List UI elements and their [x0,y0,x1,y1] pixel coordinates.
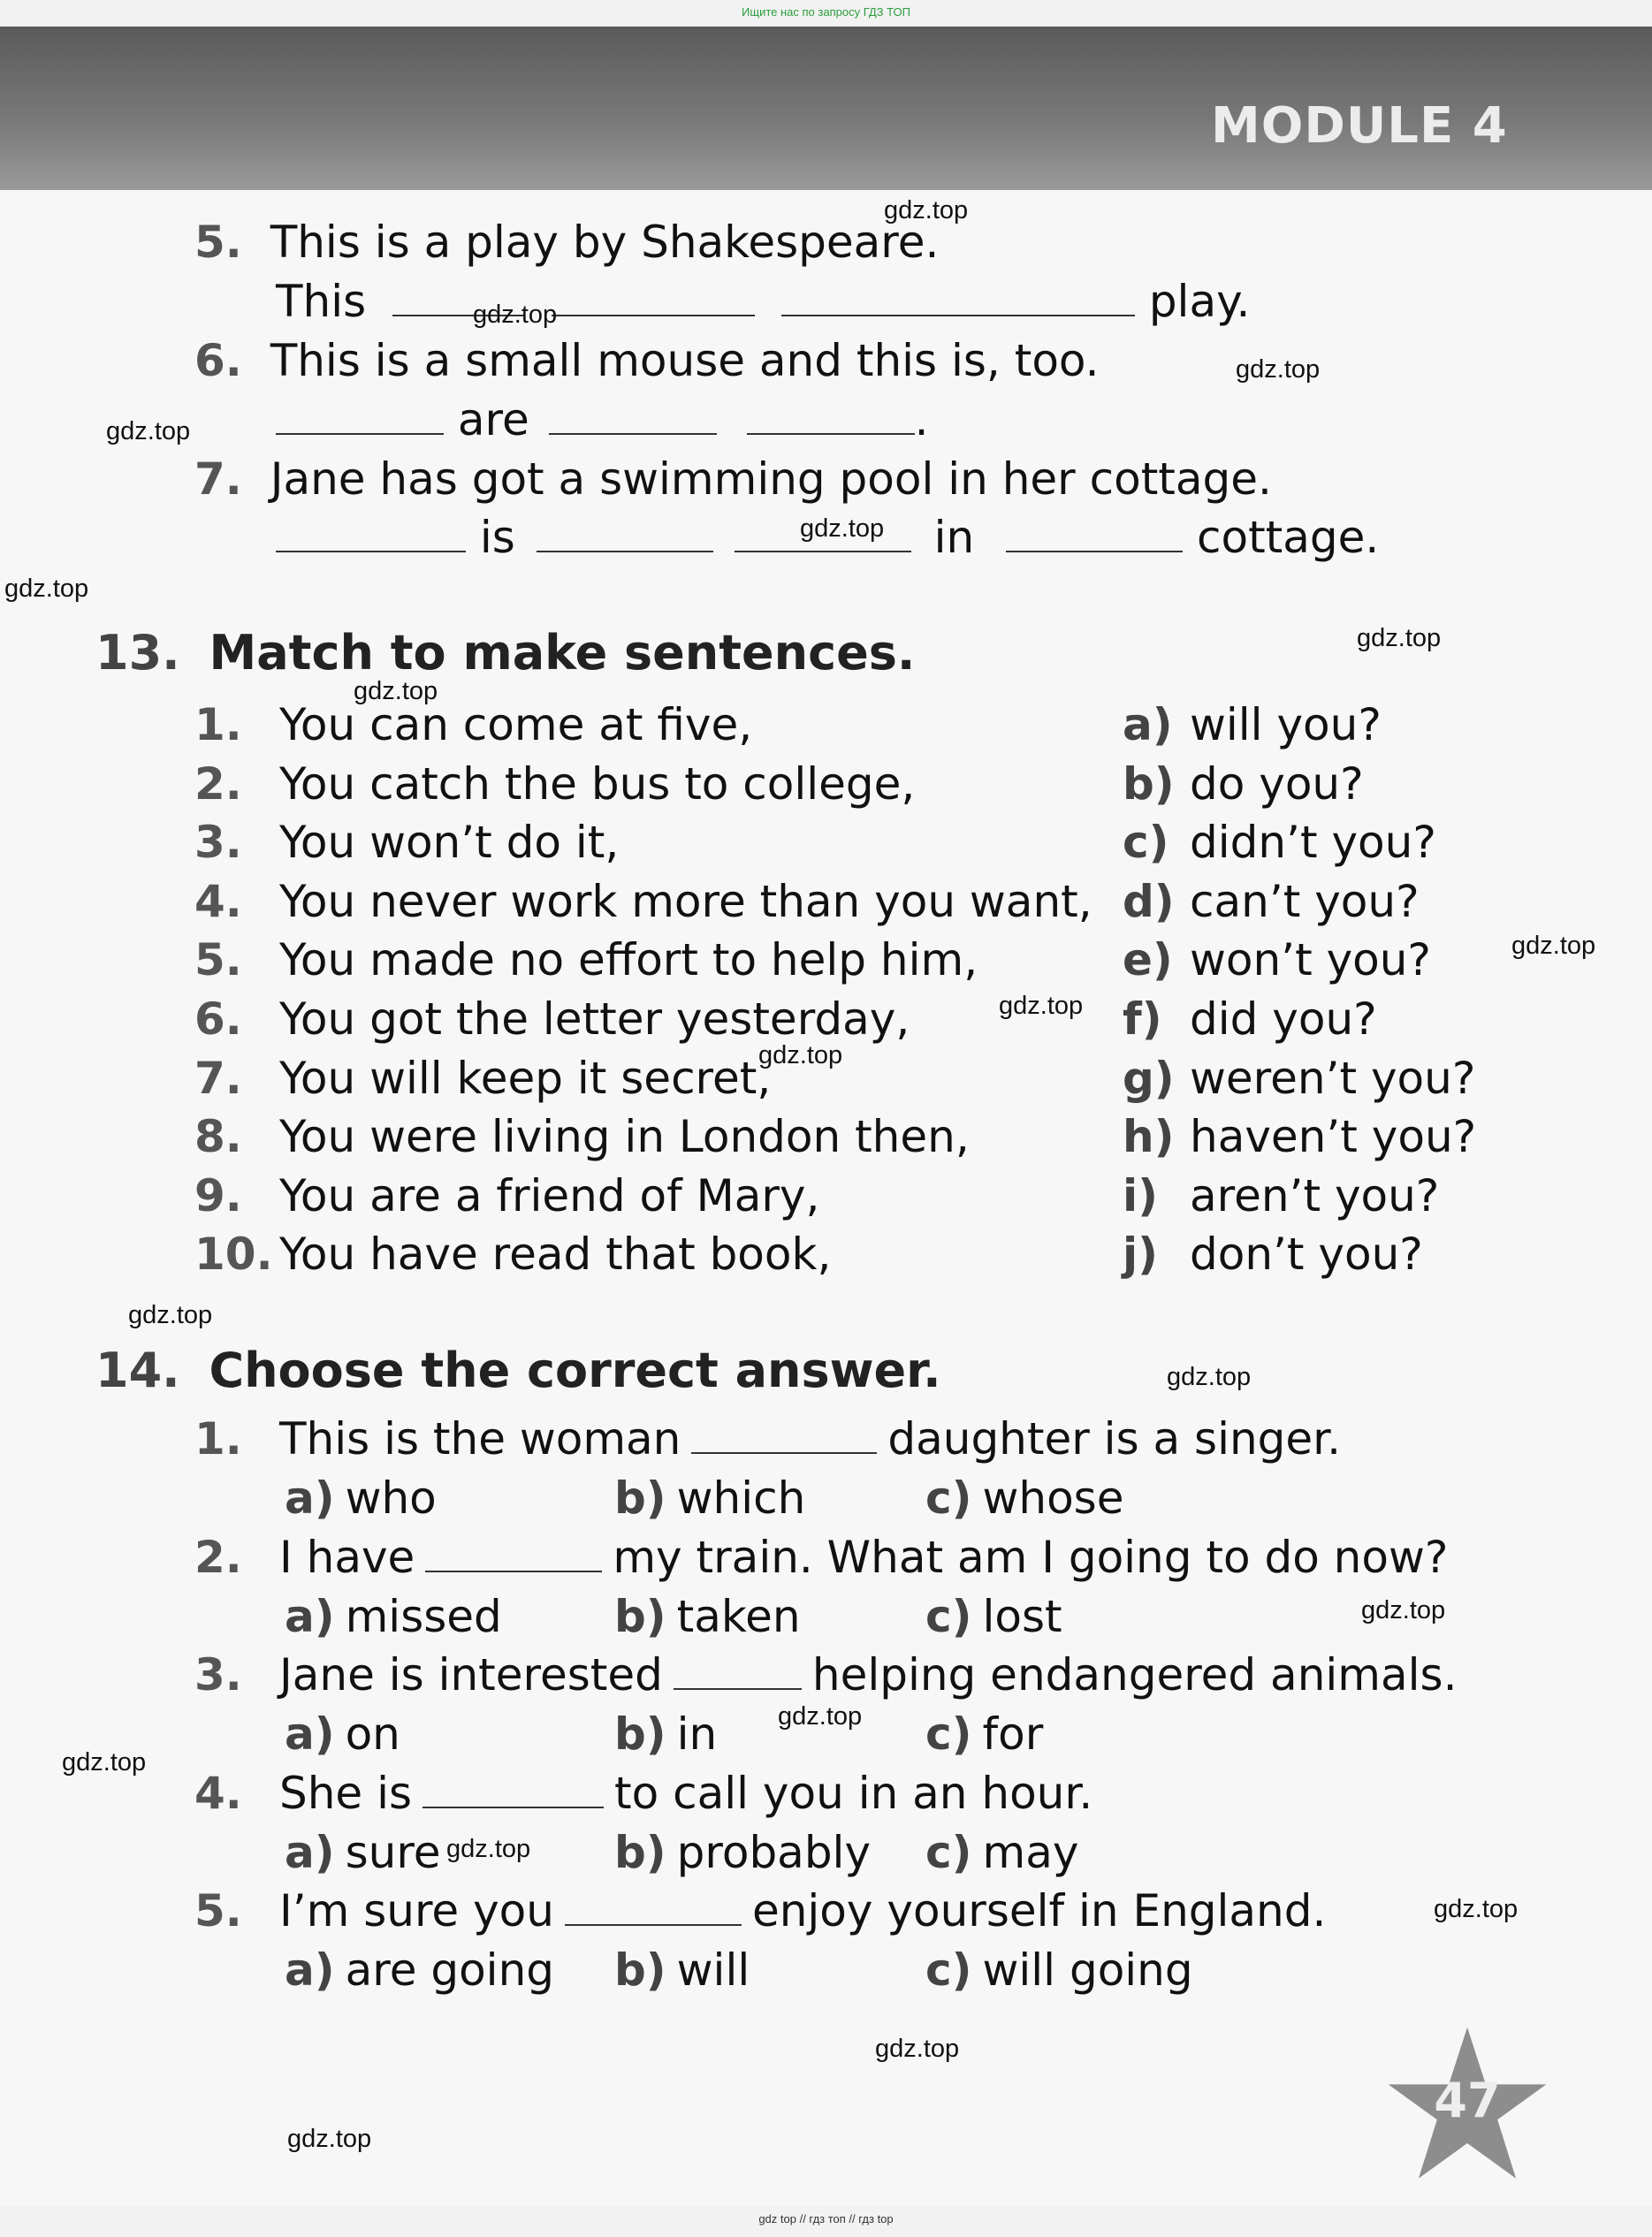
ex14-question [194,1531,1448,1584]
ex14-option[interactable] [285,1826,441,1879]
ex14-option-letter: b) [614,1590,666,1642]
answer-blank[interactable] [552,278,755,316]
answer-blank[interactable] [691,1415,877,1454]
ex14-option[interactable] [285,1944,554,1997]
answer-blank[interactable] [276,396,444,435]
ex13-number: 13. [95,625,180,681]
ex13-sentence [194,757,915,810]
ex14-question [194,1884,1326,1937]
ex13-sentence-number: 6. [194,993,242,1045]
ex12-word: cottage. [1196,512,1380,563]
ex13-tag-text: won’t you? [1190,934,1431,986]
ex14-option-text: on [345,1708,400,1760]
ex12-item-6-line2 [276,393,928,446]
ex13-sentence [194,816,619,869]
ex12-item-number: 7. [194,453,242,505]
ex13-heading [95,626,915,681]
ex13-tag-letter: c) [1123,817,1169,869]
ex14-option-text: probably [676,1826,872,1878]
answer-blank[interactable] [549,396,717,435]
ex13-tag[interactable] [1123,757,1364,810]
ex14-option[interactable] [925,1826,1078,1879]
ex13-tag[interactable] [1123,698,1382,751]
ex13-tag-letter: d) [1123,875,1175,927]
ex14-option-text: may [982,1826,1079,1878]
ex13-tag[interactable] [1123,1228,1423,1281]
watermark: gdz.top [106,417,191,445]
ex13-tag-letter: b) [1123,757,1175,810]
ex12-item-text: Jane has got a swimming pool in her cottage. [270,453,1272,505]
ex12-item-number: 5. [194,217,242,268]
ex13-sentence [194,933,978,986]
ex14-option-letter: a) [285,1472,335,1524]
ex13-tag-text: did you? [1190,993,1377,1045]
ex14-option-letter: a) [285,1590,335,1642]
watermark: gdz.top [1236,355,1321,384]
ex14-option[interactable] [285,1708,400,1761]
ex13-tag-letter: e) [1123,934,1173,986]
ex13-sentence-text: You catch the bus to college, [279,757,916,810]
ex13-sentence-text: You won’t do it, [279,817,620,869]
ex14-option-letter: c) [925,1826,972,1878]
ex13-sentence-number: 9. [194,1169,242,1221]
watermark: gdz.top [800,514,885,543]
ex14-option[interactable] [925,1708,1043,1761]
ex12-word: play. [1148,276,1251,327]
ex12-item-text: This is a play by Shakespeare. [270,217,940,268]
ex14-question-text-before: She is [279,1767,413,1819]
answer-blank[interactable] [276,514,466,552]
ex14-question-text-after: helping endangered animals. [811,1649,1458,1701]
ex13-sentence-text: You can come at five, [279,699,753,750]
watermark: gdz.top [1434,1895,1519,1923]
watermark: gdz.top [1357,624,1442,652]
ex14-option-letter: c) [925,1590,972,1642]
ex14-option-letter: a) [285,1708,335,1760]
ex14-option-letter: b) [614,1826,666,1878]
ex14-question-number: 1. [194,1413,242,1465]
answer-blank[interactable] [674,1651,802,1690]
ex14-option-text: sure [345,1826,441,1878]
ex13-tag[interactable] [1123,1169,1439,1222]
ex14-option[interactable] [614,1472,805,1525]
ex13-tag-text: aren’t you? [1190,1169,1440,1221]
ex13-tag-letter: j) [1123,1229,1158,1281]
ex13-title: Match to make sentences. [209,625,916,681]
ex14-option-letter: a) [285,1826,335,1878]
watermark: gdz.top [1361,1596,1446,1624]
watermark: gdz.top [999,992,1084,1020]
ex14-question [194,1412,1341,1465]
ex14-question-number: 2. [194,1531,242,1583]
ex14-option[interactable] [285,1590,502,1643]
watermark: gdz.top [473,301,558,329]
ex14-option-letter: c) [925,1944,972,1996]
ex13-tag-text: will you? [1190,699,1382,750]
ex14-option-letter: b) [614,1708,666,1760]
ex13-sentence-text: You got the letter yesterday, [279,993,910,1045]
ex12-item-number: 6. [194,335,242,386]
ex14-option[interactable] [614,1826,871,1879]
ex13-sentence-number: 5. [194,934,242,986]
ex12-word: . [914,394,929,445]
ex14-question [194,1648,1457,1701]
ex13-tag[interactable] [1123,816,1436,869]
ex13-tag-text: haven’t you? [1190,1111,1477,1163]
ex14-option-text: whose [982,1472,1124,1524]
ex12-item-5-line1 [194,216,939,269]
ex14-question-number: 3. [194,1649,242,1701]
ex13-sentence-text: You will keep it secret, [279,1052,772,1104]
ex13-tag[interactable] [1123,1052,1475,1105]
site-note-top: Ищите нас по запросу ГДЗ ТОП [742,5,910,19]
answer-blank[interactable] [425,1533,602,1572]
ex14-question-number: 4. [194,1767,242,1819]
ex14-question-text-before: Jane is interested [279,1649,663,1701]
ex13-sentence [194,875,1092,928]
watermark: gdz.top [778,1702,863,1731]
ex14-option[interactable] [614,1590,801,1643]
ex13-tag[interactable] [1123,933,1431,986]
ex13-sentence-text: You have read that book, [279,1229,832,1281]
ex13-sentence-number: 10. [194,1229,273,1281]
ex14-question-text-after: daughter is a singer. [887,1413,1342,1465]
ex14-option[interactable] [925,1472,1124,1525]
ex13-tag[interactable] [1123,875,1420,928]
ex13-tag[interactable] [1123,1110,1476,1163]
ex14-option[interactable] [285,1472,437,1525]
ex13-tag-text: didn’t you? [1190,817,1436,869]
ex13-sentence [194,698,752,751]
ex13-sentence [194,1169,819,1222]
watermark: gdz.top [128,1301,213,1329]
ex14-option-letter: a) [285,1944,335,1996]
ex14-option-letter: c) [925,1472,972,1524]
ex13-sentence-number: 1. [194,699,242,750]
ex13-sentence-number: 7. [194,1052,242,1104]
ex14-question-text-after: my train. What am I going to do now? [613,1531,1449,1583]
ex14-heading [95,1343,941,1398]
answer-blank[interactable] [537,514,713,552]
ex13-sentence-text: You never work more than you want, [279,875,1092,927]
ex14-option-text: are going [345,1944,554,1996]
ex14-option-text: in [676,1708,718,1760]
site-note-bottom: gdz top // гдз топ // гдз top [758,2212,894,2226]
ex13-sentence-text: You made no effort to help him, [279,934,978,986]
ex12-word: This [276,276,367,327]
ex14-option[interactable] [614,1708,717,1761]
watermark: gdz.top [62,1748,147,1777]
ex12-item-6-line1 [194,334,1100,387]
watermark: gdz.top [875,2035,960,2063]
ex13-tag-letter: g) [1123,1052,1175,1104]
ex14-option[interactable] [925,1944,1193,1997]
ex14-option-text: lost [982,1590,1062,1642]
ex14-option-text: taken [676,1590,801,1642]
ex14-option-text: which [676,1472,806,1524]
ex13-sentence-number: 8. [194,1111,242,1163]
ex12-item-5-line2 [276,275,1250,328]
ex12-word: in [933,512,975,563]
answer-blank[interactable] [423,1769,604,1808]
ex12-word: is [479,512,515,563]
watermark: gdz.top [1167,1363,1252,1391]
ex13-tag-letter: h) [1123,1111,1175,1163]
answer-blank[interactable] [565,1887,742,1926]
ex13-tag-text: do you? [1190,757,1364,810]
ex14-question [194,1767,1092,1820]
ex14-question-number: 5. [194,1885,242,1936]
ex14-option-text: missed [345,1590,502,1642]
ex13-tag-text: weren’t you? [1190,1052,1476,1104]
ex13-tag-letter: f) [1123,993,1162,1045]
ex14-option-letter: b) [614,1944,666,1996]
answer-blank[interactable] [747,396,915,435]
ex14-question-text-after: to call you in an hour. [614,1767,1093,1819]
ex13-sentence [194,1110,970,1163]
watermark: gdz.top [1511,932,1596,960]
ex14-title: Choose the correct answer. [209,1343,941,1398]
ex14-option[interactable] [614,1944,750,1997]
ex13-sentence [194,993,910,1046]
ex12-item-text: This is a small mouse and this is, too. [270,335,1100,386]
ex14-option-letter: b) [614,1472,666,1524]
ex14-option-text: will [676,1944,750,1996]
ex14-question-text-before: I have [279,1531,415,1583]
ex13-sentence [194,1052,771,1105]
watermark: gdz.top [287,2125,372,2153]
watermark: gdz.top [446,1835,531,1863]
ex14-option-text: who [345,1472,437,1524]
ex14-option[interactable] [925,1590,1062,1643]
ex14-option-text: for [982,1708,1044,1760]
watermark: gdz.top [758,1041,843,1069]
ex12-item-7-line1 [194,453,1272,506]
ex13-sentence [194,1228,831,1281]
watermark: gdz.top [884,196,969,224]
ex14-option-text: will going [982,1944,1193,1996]
ex12-word: are [457,394,529,445]
ex14-question-text-after: enjoy yourself in England. [751,1885,1327,1936]
ex14-question-text-before: I’m sure you [279,1885,554,1936]
ex13-sentence-text: You were living in London then, [279,1111,970,1163]
watermark: gdz.top [4,574,89,603]
ex13-sentence-number: 3. [194,817,242,869]
page-number: 47 [1434,2073,1501,2128]
answer-blank[interactable] [781,278,1135,316]
ex14-number: 14. [95,1343,180,1398]
ex13-tag-text: don’t you? [1190,1229,1423,1281]
answer-blank[interactable] [1006,514,1183,552]
ex13-sentence-number: 4. [194,875,242,927]
ex13-sentence-number: 2. [194,757,242,810]
module-title: MODULE 4 [1211,97,1508,155]
ex14-question-text-before: This is the woman [279,1413,681,1465]
watermark: gdz.top [354,677,438,705]
ex13-tag-letter: i) [1123,1169,1158,1221]
ex13-tag-text: can’t you? [1190,875,1420,927]
ex14-option-letter: c) [925,1708,972,1760]
ex13-sentence-text: You are a friend of Mary, [279,1169,820,1221]
ex13-tag-letter: a) [1123,699,1173,750]
ex13-tag[interactable] [1123,993,1377,1046]
